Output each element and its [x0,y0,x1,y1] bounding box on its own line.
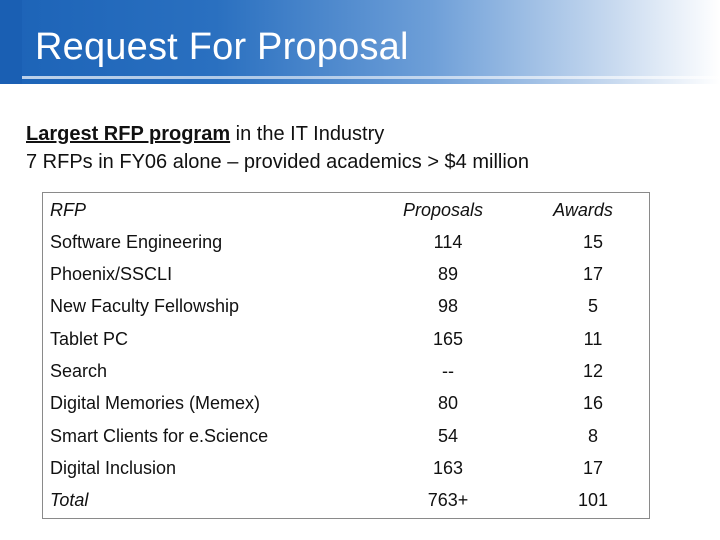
title-banner-rule [22,76,720,79]
row-name: Smart Clients for e.Science [50,426,269,446]
page-title: Request For Proposal [35,26,409,68]
row-awards: 11 [583,329,603,349]
rfp-table [42,192,650,519]
row-name: Digital Inclusion [50,458,177,478]
row-proposals: 80 [437,393,459,413]
row-name: Software Engineering [50,232,223,252]
header-awards: Awards [553,200,613,220]
intro-line-2: 7 RFPs in FY06 alone – provided academics > $4 million [26,151,530,173]
table-row [43,323,649,355]
total-proposals: 763+ [427,490,469,510]
row-proposals: 89 [437,264,459,284]
row-name: Digital Memories (Memex) [50,393,261,413]
row-awards: 12 [582,361,604,381]
table-row [43,387,649,419]
total-label: Total [50,490,89,510]
row-awards: 17 [582,458,604,478]
table-row [43,258,649,290]
title-banner-edge [0,0,22,84]
row-proposals: 54 [437,426,459,446]
row-proposals: 114 [433,232,463,252]
row-proposals: 165 [432,329,464,349]
intro-line-1 [26,120,706,148]
table-header-row [43,194,649,226]
row-awards: 17 [582,264,604,284]
table-row [43,420,649,452]
row-name: New Faculty Fellowship [50,296,240,316]
row-proposals: -- [442,361,454,381]
header-proposals: Proposals [402,200,484,220]
row-awards: 8 [587,426,598,446]
intro-line-1-rest: in the IT Industry [230,123,385,145]
table-row [43,290,649,322]
table-row [43,226,649,258]
row-name: Search [50,361,108,381]
row-name: Tablet PC [50,329,129,349]
intro-emphasis: Largest RFP program [26,123,231,145]
total-awards: 101 [577,490,609,510]
row-proposals: 163 [432,458,464,478]
row-name: Phoenix/SSCLI [50,264,173,284]
row-awards: 5 [587,296,598,316]
table-row [43,355,649,387]
row-awards: 16 [582,393,604,413]
row-awards: 15 [582,232,604,252]
row-proposals: 98 [437,296,459,316]
table-row [43,452,649,484]
table-total-row [43,484,649,516]
intro-text [26,120,706,176]
header-rfp: RFP [50,200,86,220]
